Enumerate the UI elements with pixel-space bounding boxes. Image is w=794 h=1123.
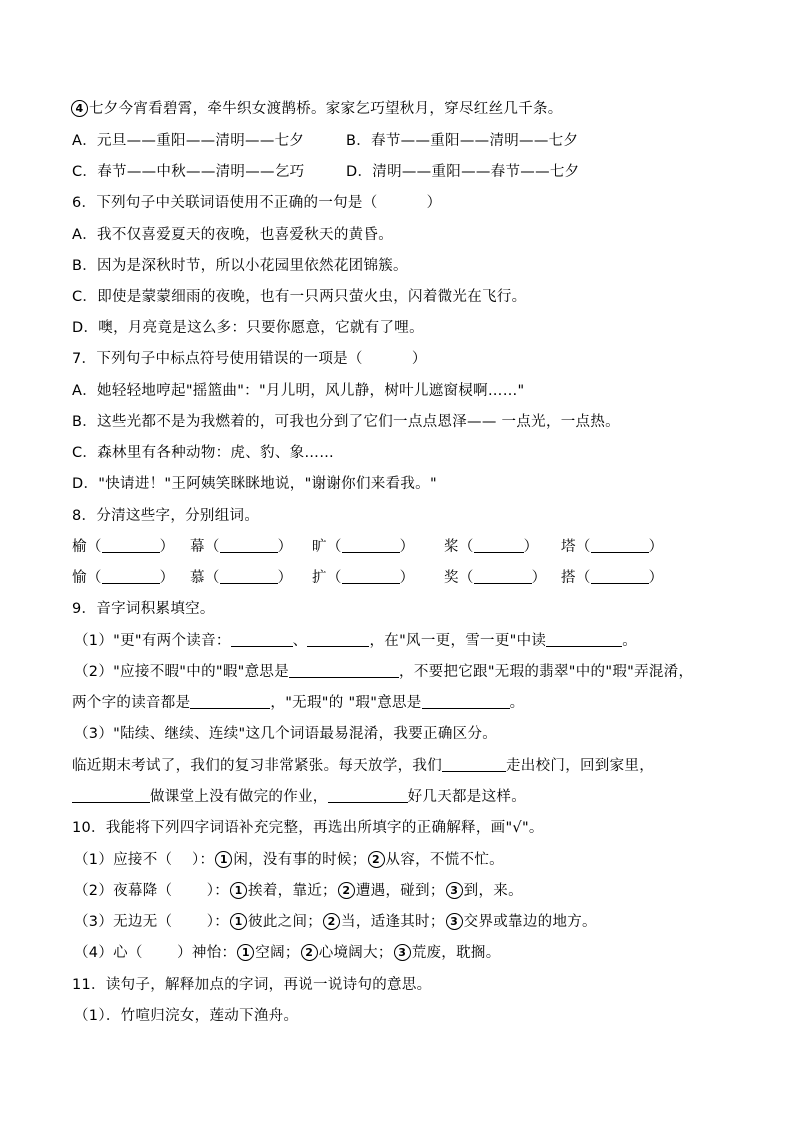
q9-stem: 9．音字词积累填空。	[72, 601, 215, 617]
circled-number: 2	[301, 944, 318, 961]
circled-number: 3	[446, 913, 463, 930]
char: 榆	[72, 539, 87, 555]
circled-number: 1	[215, 851, 232, 868]
choice[interactable]: 荒废，耽搁。	[411, 945, 501, 961]
q5-options-row2	[72, 161, 754, 183]
answer-blank[interactable]	[102, 568, 160, 584]
choice[interactable]: 到，来。	[463, 883, 523, 899]
q9-part-2: （2）"应接不暇"中的"暇"意思是 ，不要把它跟"无瑕的翡翠"中的"瑕"弄混淆，	[74, 664, 694, 680]
char: 塔	[561, 539, 576, 555]
char: 旷	[312, 539, 327, 555]
answer-blank[interactable]	[190, 693, 270, 709]
q11-stem: 11．读句子，解释加点的字词，再说一说诗句的意思。	[72, 977, 432, 993]
char: 幕	[190, 539, 205, 555]
q10-item-4: （4）心（ ）神怡： 1 空阔； 2 心境阔大； 3 荒废，耽搁。	[74, 945, 501, 961]
choice[interactable]: 当，适逢其时；	[341, 914, 445, 930]
char: 搭	[561, 570, 576, 586]
q10-stem: 10．我能将下列四字词语补充完整，再选出所填字的正确解释，画"√"。	[72, 820, 544, 836]
answer-blank[interactable]	[220, 568, 278, 584]
q7-option-d[interactable]: D．"快请进！"王阿姨笑眯眯地说，"谢谢你们来看我。"	[72, 476, 437, 492]
char: 愉	[72, 570, 87, 586]
answer-blank[interactable]	[342, 568, 400, 584]
answer-blank[interactable]	[442, 756, 506, 772]
q7-option-b[interactable]: B．这些光都不是为我燃着的，可我也分到了它们一点点恩泽—— 一点光，一点热。	[72, 414, 620, 430]
answer-blank[interactable]	[591, 568, 649, 584]
choice[interactable]: 遭遇，碰到；	[355, 883, 445, 899]
q6-option-a[interactable]: A．我不仅喜爱夏天的夜晚，也喜爱秋天的黄昏。	[72, 227, 394, 243]
option-d[interactable]: D．清明——重阳——春节——七夕	[346, 164, 580, 180]
q9-part-3-sentence-2: 做课堂上没有做完的作业， 好几天都是这样。	[72, 786, 754, 808]
char: 桨	[444, 539, 459, 555]
q9-part-1: （1）"更"有两个读音： 、 ，在"风一更，雪一更"中读 。	[74, 633, 638, 649]
option-b[interactable]: B．春节——重阳——清明——七夕	[346, 133, 579, 149]
answer-blank[interactable]	[289, 662, 399, 678]
circled-number: 2	[368, 851, 385, 868]
char: 慕	[190, 570, 205, 586]
q5-options-row1	[72, 130, 754, 152]
q10-item-2: （2）夜幕降（ ）： 1 挨着，靠近； 2 遭遇，碰到； 3 到，来。	[74, 883, 523, 899]
q9-part-2-cont: 两个字的读音都是 ，"无瑕"的 "瑕"意思是 。	[72, 695, 525, 711]
q9-part-3-sentence-1: 临近期末考试了，我们的复习非常紧张。每天放学，我们 走出校门，回到家里，	[72, 758, 654, 774]
circled-number: 1	[230, 882, 247, 899]
q7-stem: 7．下列句子中标点符号使用错误的一项是（ ）	[72, 351, 427, 367]
option-c[interactable]: C．春节——中秋——清明——乞巧	[72, 164, 305, 180]
option-a[interactable]: A．元旦——重阳——清明——七夕	[72, 133, 305, 149]
answer-blank[interactable]	[342, 537, 400, 553]
choice[interactable]: 空阔；	[255, 945, 300, 961]
circled-number: 3	[394, 944, 411, 961]
q7-option-a[interactable]: A．她轻轻地哼起"摇篮曲"："月儿明，风儿静，树叶儿遮窗棂啊……"	[72, 383, 525, 399]
q6-stem: 6．下列句子中关联词语使用不正确的一句是（ ）	[72, 195, 442, 211]
answer-blank[interactable]	[474, 537, 524, 553]
choice[interactable]: 彼此之间；	[248, 914, 323, 930]
answer-blank[interactable]	[307, 631, 369, 647]
answer-blank[interactable]	[422, 693, 510, 709]
q9-part-3: （3）"陆续、继续、连续"这几个词语最易混淆，我要正确区分。	[74, 726, 498, 742]
answer-blank[interactable]	[474, 568, 532, 584]
choice[interactable]: 闲，没有事的时候；	[233, 852, 367, 868]
circled-number: 4	[71, 100, 88, 117]
circled-number: 1	[230, 913, 247, 930]
circled-number: 1	[237, 944, 254, 961]
q8-row-2: 愉（ ） 慕（ ） 扩（ ） 奖（ ） 搭（ ）	[72, 570, 664, 586]
choice[interactable]: 心境阔大；	[318, 945, 393, 961]
choice[interactable]: 交界或靠边的地方。	[463, 914, 597, 930]
q6-option-c[interactable]: C．即使是蒙蒙细雨的夜晚，也有一只两只萤火虫，闪着微光在飞行。	[72, 289, 527, 305]
choice[interactable]: 挨着，靠近；	[248, 883, 337, 899]
q5-item-4	[70, 98, 754, 120]
q10-item-3: （3）无边无（ ）： 1 彼此之间； 2 当，适逢其时； 3 交界或靠边的地方。	[74, 914, 597, 930]
char: 奖	[444, 570, 459, 586]
answer-blank[interactable]	[328, 787, 408, 803]
circled-number: 3	[446, 882, 463, 899]
answer-blank[interactable]	[231, 631, 293, 647]
q11-part-1: （1）．竹喧归浣女，莲动下渔舟。	[74, 1008, 299, 1024]
answer-blank[interactable]	[72, 787, 150, 803]
answer-blank[interactable]	[591, 537, 649, 553]
q6-option-d[interactable]: D．噢，月亮竟是这么多：只要你愿意，它就有了哩。	[72, 320, 424, 336]
q10-item-1: （1）应接不（ ）： 1 闲，没有事的时候； 2 从容，不慌不忙。	[74, 852, 504, 868]
answer-blank[interactable]	[102, 537, 160, 553]
circled-number: 2	[323, 913, 340, 930]
q7-option-c[interactable]: C．森林里有各种动物：虎、豹、象……	[72, 445, 335, 461]
circled-number: 2	[338, 882, 355, 899]
q8-row-1: 榆（ ） 幕（ ） 旷（ ） 桨（ ） 塔（ ）	[72, 539, 664, 555]
poem-text: 七夕今宵看碧霄，牵牛织女渡鹊桥。家家乞巧望秋月，穿尽红丝几千条。	[89, 101, 563, 117]
choice[interactable]: 从容，不慌不忙。	[385, 852, 504, 868]
q8-stem: 8．分清这些字，分别组词。	[72, 508, 260, 524]
answer-blank[interactable]	[220, 537, 278, 553]
q6-option-b[interactable]: B．因为是深秋时节，所以小花园里依然花团锦簇。	[72, 258, 408, 274]
char: 扩	[312, 570, 327, 586]
answer-blank[interactable]	[546, 631, 622, 647]
